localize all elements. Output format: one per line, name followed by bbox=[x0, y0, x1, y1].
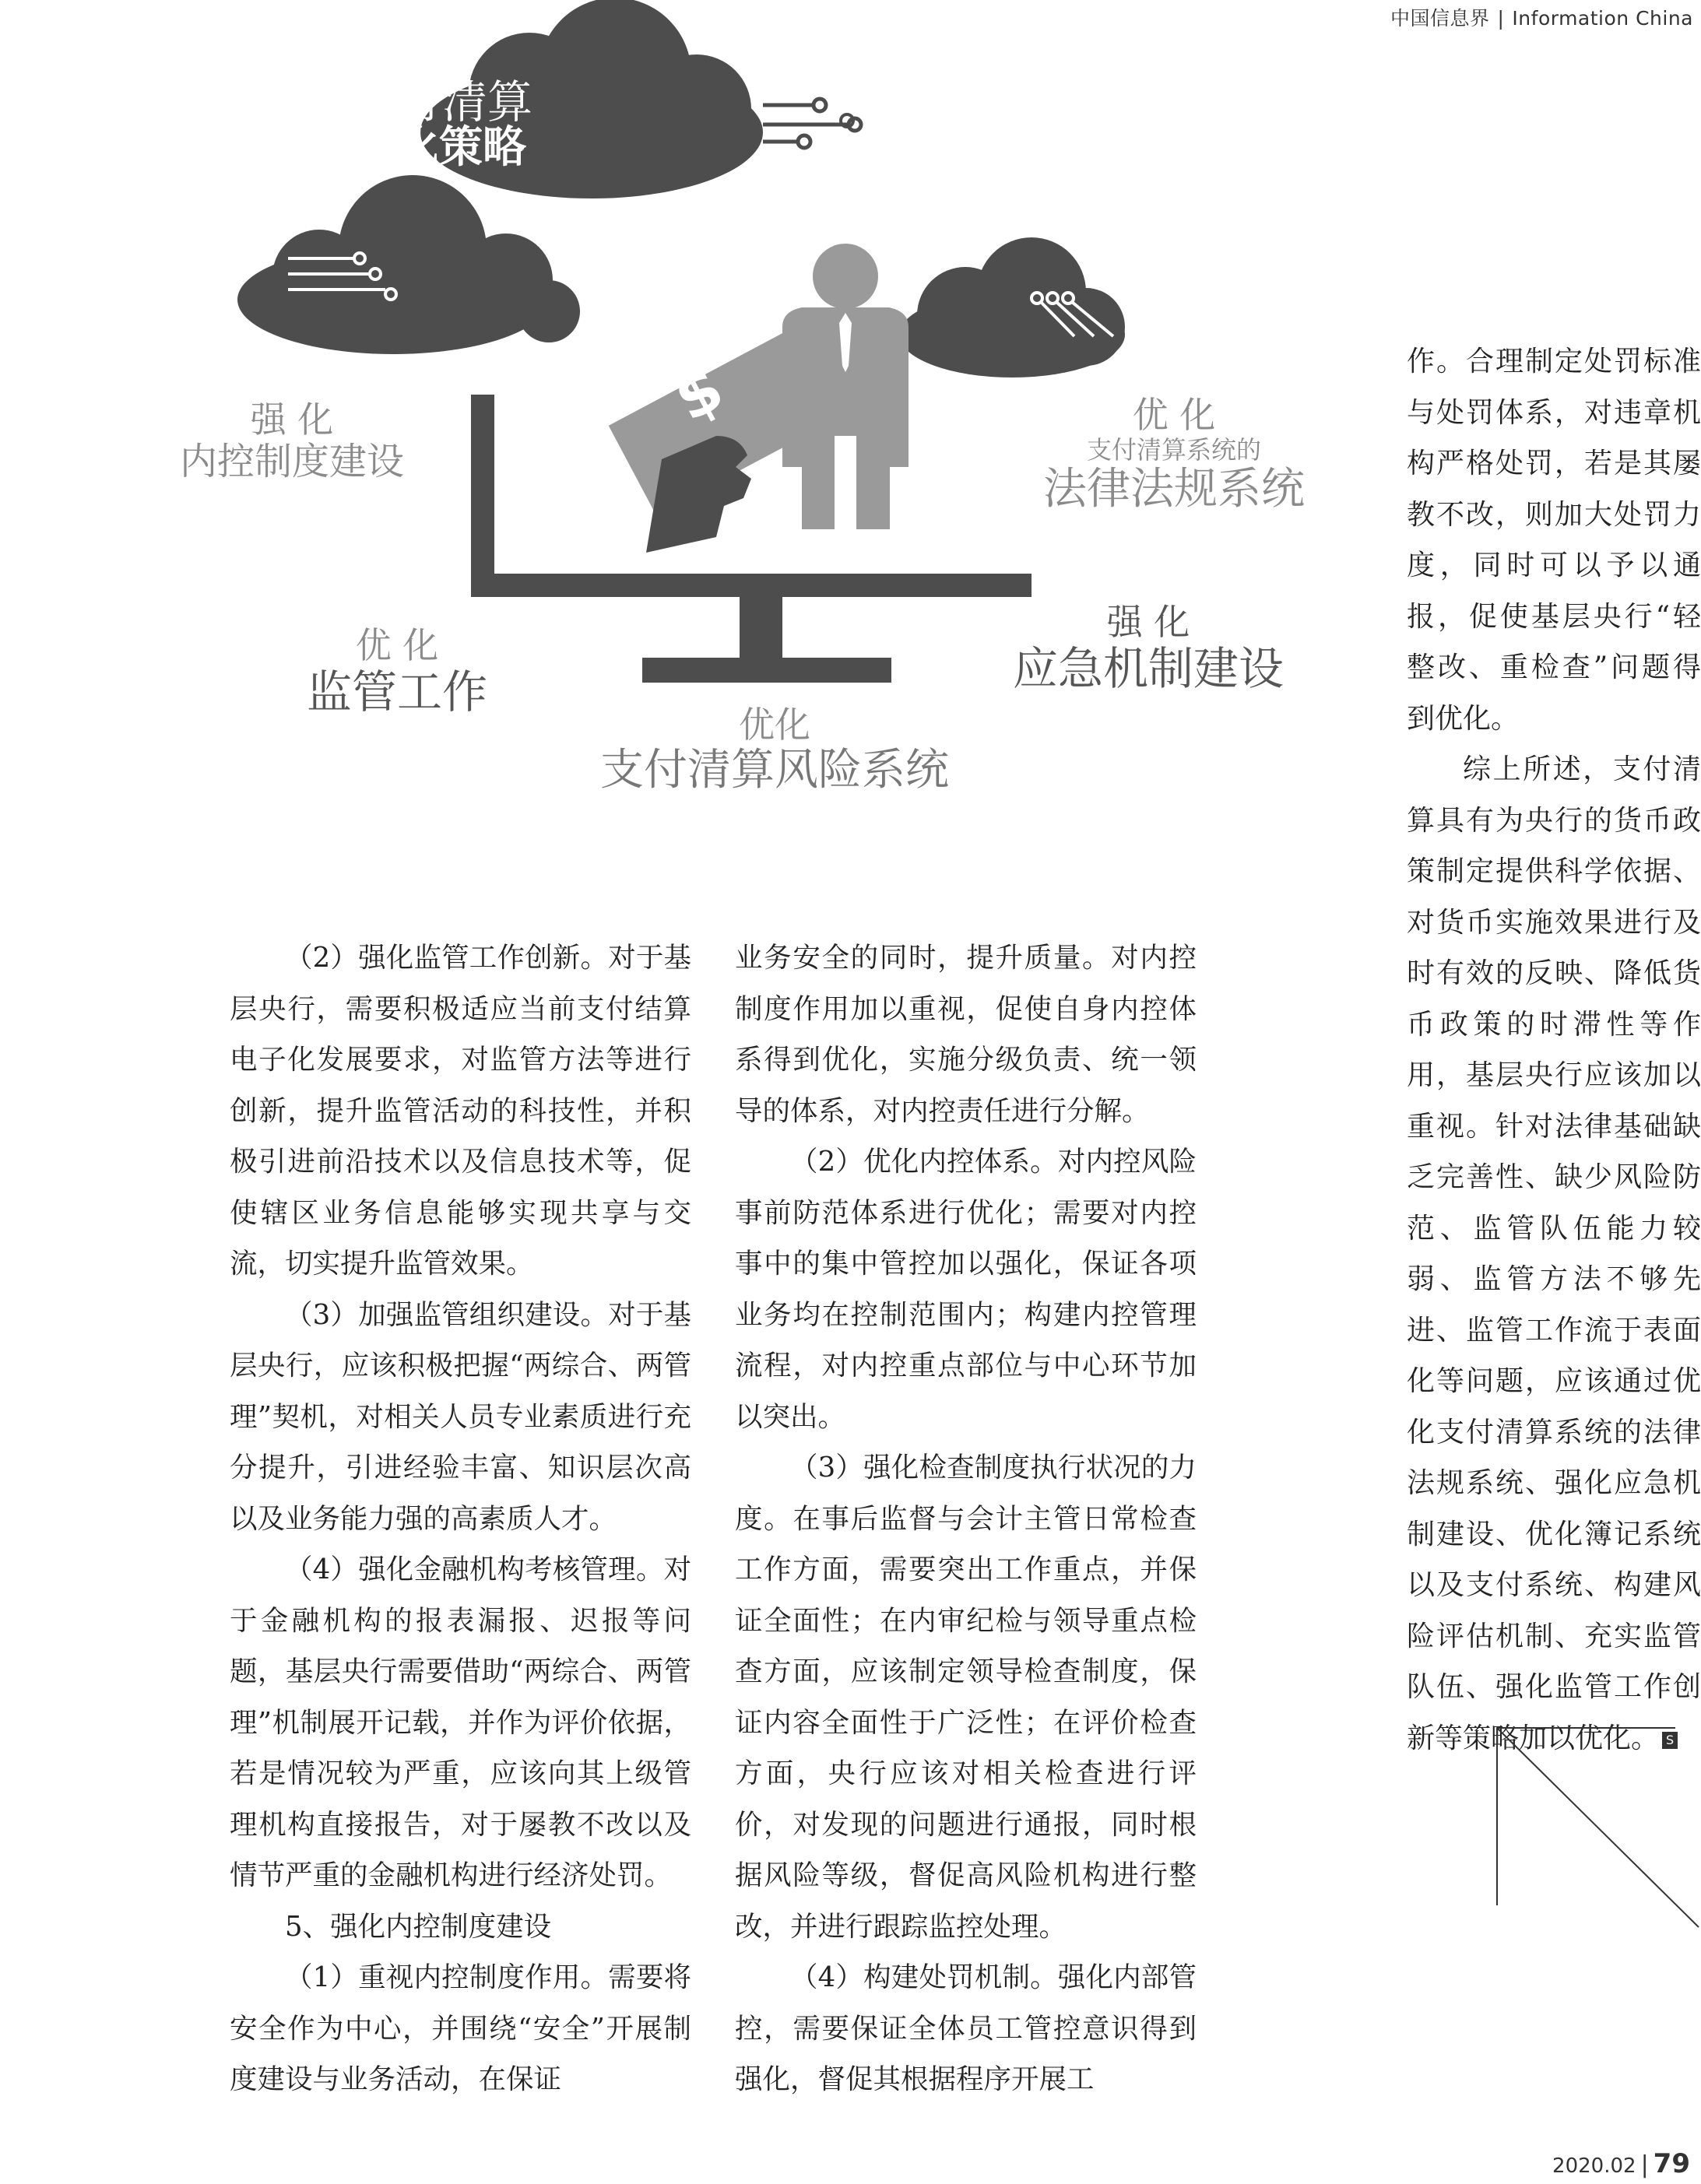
header-separator: | bbox=[1497, 7, 1505, 30]
left-cloud bbox=[237, 175, 580, 354]
label-risk-large: 支付清算风险系统 bbox=[600, 744, 949, 795]
publication-name-en: Information China bbox=[1512, 7, 1693, 30]
label-supervision bbox=[280, 625, 514, 718]
paragraph: （1）重视内控制度作用。需要将安全作为中心，并围绕“安全”开展制度建设与业务活动，在保证 bbox=[230, 1961, 691, 2095]
label-risk-small: 优化 bbox=[739, 704, 810, 746]
label-supervision-large: 监管工作 bbox=[306, 665, 487, 718]
dollar-sign: $ bbox=[662, 351, 736, 436]
end-of-article-mark: S bbox=[1662, 1732, 1678, 1749]
paragraph: 业务安全的同时，提升质量。对内控制度作用加以重视，促使自身内控体系得到优化，实施分级负责、统一领导的体系，对内控责任进行分解。 bbox=[735, 942, 1197, 1127]
section-heading: 5、强化内控制度建设 bbox=[285, 1910, 552, 1943]
label-internal-control-small: 强 化 bbox=[250, 399, 334, 441]
paragraph: （2）强化监管工作创新。对于基层央行，需要积极适应当前支付结算电子化发展要求，对监管方法等进行创新，提升监管活动的科技性，并积极引进前沿技术以及信息技术等，促使辖区业务信息能够实现共享与交流，切实提升监管效果。 bbox=[230, 942, 691, 1280]
text-column-3 bbox=[1407, 336, 1701, 1764]
issue-date: 2020.02 bbox=[1552, 2154, 1636, 2178]
label-legal-system bbox=[1042, 395, 1306, 514]
label-emergency bbox=[1008, 602, 1288, 695]
label-emergency-small: 强 化 bbox=[1106, 601, 1190, 643]
paragraph: 作。合理制定处罚标准与处罚体系，对违章机构严格处罚，若是其屡教不改，则加大处罚力度，同时可以予以通报，促使基层央行“轻整改、重检查”问题得到优化。 bbox=[1407, 346, 1701, 735]
right-cloud bbox=[899, 237, 1125, 377]
text-column-2 bbox=[735, 932, 1197, 2105]
label-internal-control bbox=[128, 399, 455, 483]
label-legal-large: 法律法规系统 bbox=[1043, 463, 1305, 514]
paragraph: （2）优化内控体系。对内控风险事前防范体系进行优化；需要对内控事中的集中管控加以强化，保证各项业务均在控制范围内；构建内控管理流程，对内控重点部位与中心环节加以突出。 bbox=[735, 1146, 1197, 1433]
paragraph-text: 综上所述，支付清算具有为央行的货币政策制定提供科学依据、对货币实施效果进行及时有效的反映、降低货币政策的时滞性等作用，基层央行应该加以重视。针对法律基础缺乏完善性、缺少风险防范、监管队伍能力较弱、监管方法不够先进、监管工作流于表面化等问题，应该通过优化支付清算系统的法律法规系统、强化应急机制建设、优化簿记系统以及支付系统、构建风险评估机制、充实监管队伍、强化监管工作创新等策略加以优化。 bbox=[1407, 753, 1701, 1754]
label-legal-mid: 支付清算系统的 bbox=[1086, 434, 1261, 465]
label-legal-small: 优 化 bbox=[1132, 394, 1216, 436]
text-column-1 bbox=[230, 932, 691, 2105]
strategy-illustration bbox=[179, 0, 1347, 841]
footer-separator: | bbox=[1640, 2151, 1649, 2179]
paragraph: （4）构建处罚机制。强化内部管控，需要保证全体员工管控意识得到强化，督促其根据程序开展工 bbox=[735, 1961, 1197, 2095]
label-internal-control-large: 内控制度建设 bbox=[179, 439, 404, 483]
top-cloud-title-line2: 强化策略 bbox=[352, 122, 526, 173]
publication-name-cn: 中国信息界 bbox=[1390, 7, 1490, 30]
top-cloud-title-line1: 支付清算 bbox=[352, 75, 533, 128]
page-footer bbox=[1552, 2148, 1690, 2179]
label-emergency-large: 应急机制建设 bbox=[1012, 641, 1284, 695]
paragraph: （3）强化检查制度执行状况的力度。在事后监督与会计主管日常检查工作方面，需要突出工作重点，并保证全面性；在内审纪检与领导重点检查方面，应该制定领导检查制度，保证内容全面性于广泛性；在评价检查方面，央行应该对相关检查进行评价，对发现的问题进行通报，同时根据风险等级，督促高风险机构进行整改，并进行跟踪监控处理。 bbox=[735, 1452, 1197, 1943]
label-risk-system bbox=[599, 704, 950, 795]
label-supervision-small: 优 化 bbox=[355, 624, 439, 666]
corner-decoration bbox=[1495, 1726, 1701, 1929]
paragraph: （3）加强监管组织建设。对于基层央行，应该积极把握“两综合、两管理”契机，对相关人员专业素质进行充分提升，引进经验丰富、知识层次高以及业务能力强的高素质人才。 bbox=[230, 1298, 691, 1535]
paragraph: （4）强化金融机构考核管理。对于金融机构的报表漏报、迟报等问题，基层央行需要借助“两综合、两管理”机制展开记载，并作为评价依据，若是情况较为严重，应该向其上级管理机构直接报告，对于屡教不改以及情节严重的金融机构进行经济处罚。 bbox=[230, 1554, 691, 1891]
running-header bbox=[1390, 3, 1693, 31]
paragraph bbox=[1407, 744, 1701, 1764]
page-number: 79 bbox=[1653, 2148, 1690, 2179]
